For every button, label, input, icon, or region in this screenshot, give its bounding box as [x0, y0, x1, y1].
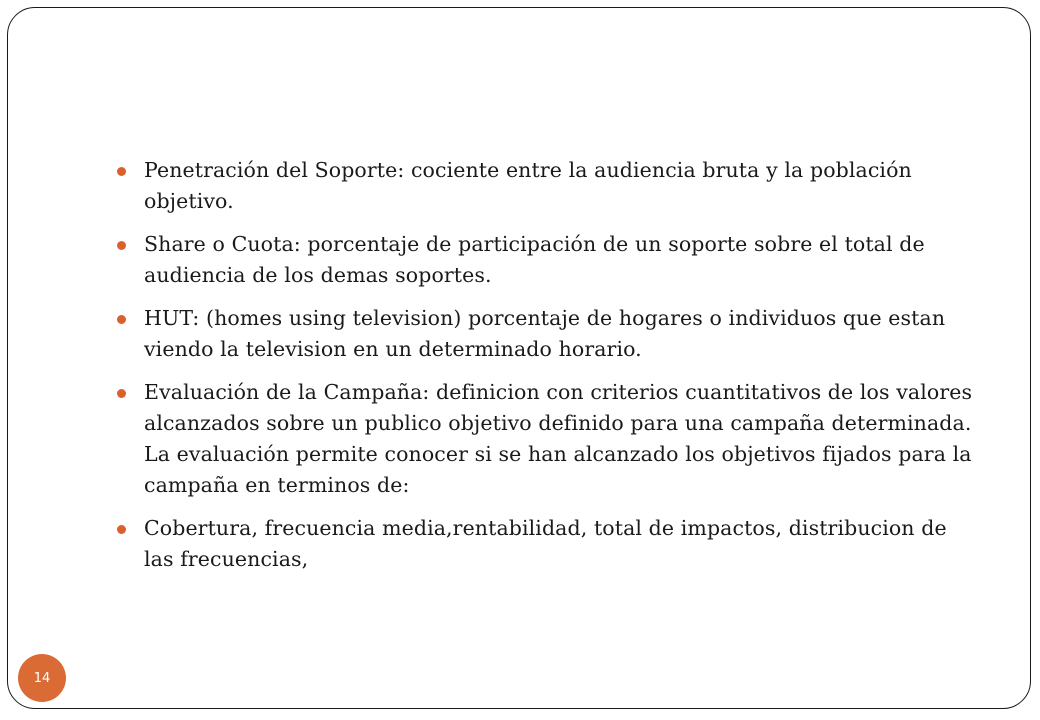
bullet-list: [117, 155, 977, 587]
bullet-dot-icon: [117, 525, 126, 534]
bullet-text: Penetración del Soporte: cociente entre la audiencia bruta y la población objetivo.: [144, 158, 912, 213]
page-number: 14: [33, 670, 51, 686]
bullet-dot-icon: [117, 241, 126, 250]
page-number-badge: [18, 654, 66, 702]
bullet-text: HUT: (homes using television) porcentaje de hogares o individuos que estan viendo la television en un determinado horario.: [144, 306, 946, 361]
bullet-dot-icon: [117, 389, 126, 398]
bullet-item-penetracion: [117, 155, 977, 217]
bullet-dot-icon: [117, 167, 126, 176]
bullet-item-hut: [117, 303, 977, 365]
bullet-text: Evaluación de la Campaña: definicion con criterios cuantitativos de los valores alcanzados sobre un publico objetivo definido para una campaña determinada. La evaluación permite conocer si se han alcanzado los objetivos fijados para la campaña en terminos de:: [144, 380, 973, 497]
bullet-text: Share o Cuota: porcentaje de participación de un soporte sobre el total de audiencia de los demas soportes.: [144, 232, 925, 287]
bullet-item-evaluacion: [117, 377, 977, 501]
bullet-text: Cobertura, frecuencia media,rentabilidad, total de impactos, distribucion de las frecuencias,: [144, 516, 947, 571]
bullet-item-share: [117, 229, 977, 291]
bullet-item-cobertura: [117, 513, 977, 575]
bullet-dot-icon: [117, 315, 126, 324]
